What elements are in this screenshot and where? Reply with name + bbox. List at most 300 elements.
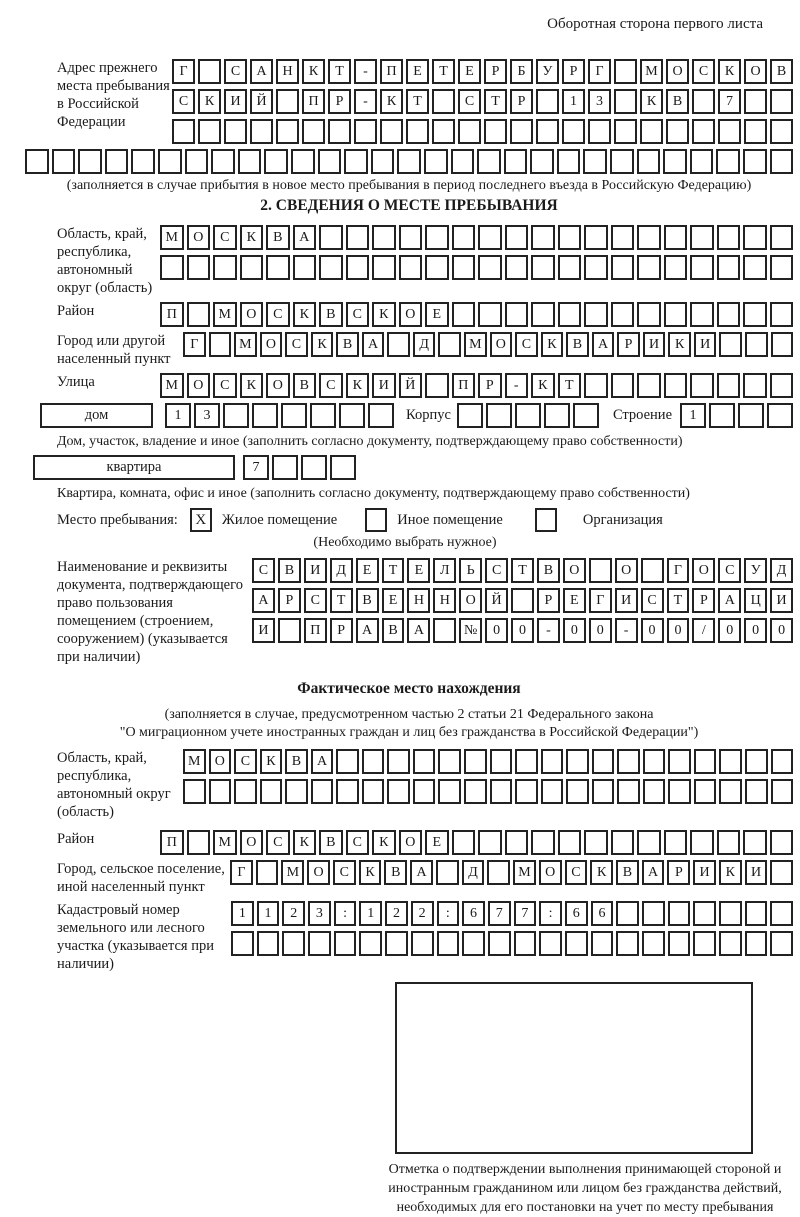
grid-cell[interactable]: А: [407, 618, 430, 643]
grid-cell[interactable]: [514, 931, 537, 956]
grid-cell[interactable]: Н: [276, 59, 299, 84]
grid-cell[interactable]: С: [333, 860, 356, 885]
grid-cell[interactable]: Р: [537, 588, 560, 613]
grid-cell[interactable]: [505, 255, 529, 280]
grid-cell[interactable]: [666, 119, 689, 144]
grid-cell[interactable]: [380, 119, 403, 144]
grid-cell[interactable]: В: [278, 558, 301, 583]
grid-cell[interactable]: [614, 119, 637, 144]
grid-cell[interactable]: :: [539, 901, 562, 926]
grid-cell[interactable]: Е: [563, 588, 586, 613]
grid-cell[interactable]: [531, 830, 555, 855]
grid-cell[interactable]: [588, 119, 611, 144]
grid-cell[interactable]: 1: [231, 901, 254, 926]
grid-cell[interactable]: В: [293, 373, 317, 398]
grid-cell[interactable]: [637, 255, 661, 280]
grid-cell[interactable]: И: [304, 558, 327, 583]
grid-cell[interactable]: [611, 302, 635, 327]
grid-cell[interactable]: Д: [413, 332, 436, 357]
grid-cell[interactable]: [385, 931, 408, 956]
grid-cell[interactable]: [250, 119, 273, 144]
grid-cell[interactable]: [717, 255, 741, 280]
grid-cell[interactable]: Г: [667, 558, 690, 583]
grid-cell[interactable]: [668, 749, 691, 774]
grid-cell[interactable]: -: [354, 59, 377, 84]
grid-cell[interactable]: А: [410, 860, 433, 885]
grid-cell[interactable]: [478, 302, 502, 327]
grid-cell[interactable]: Е: [356, 558, 379, 583]
grid-cell[interactable]: С: [285, 332, 308, 357]
grid-cell[interactable]: [770, 89, 793, 114]
grid-cell[interactable]: [745, 931, 768, 956]
grid-cell[interactable]: [362, 749, 385, 774]
grid-cell[interactable]: [372, 225, 396, 250]
grid-cell[interactable]: О: [459, 588, 482, 613]
grid-cell[interactable]: В: [666, 89, 689, 114]
grid-cell[interactable]: В: [319, 302, 343, 327]
grid-cell[interactable]: [583, 149, 607, 174]
grid-cell[interactable]: [771, 779, 794, 804]
grid-cell[interactable]: 0: [589, 618, 612, 643]
grid-cell[interactable]: В: [266, 225, 290, 250]
grid-cell[interactable]: 0: [511, 618, 534, 643]
grid-cell[interactable]: [281, 403, 307, 428]
grid-cell[interactable]: К: [640, 89, 663, 114]
grid-cell[interactable]: [743, 830, 767, 855]
grid-cell[interactable]: С: [224, 59, 247, 84]
grid-cell[interactable]: П: [304, 618, 327, 643]
grid-cell[interactable]: О: [240, 830, 264, 855]
grid-cell[interactable]: Е: [425, 830, 449, 855]
grid-cell[interactable]: Е: [425, 302, 449, 327]
grid-cell[interactable]: В: [356, 588, 379, 613]
grid-cell[interactable]: [770, 302, 794, 327]
grid-cell[interactable]: [557, 149, 581, 174]
grid-cell[interactable]: [505, 830, 529, 855]
grid-cell[interactable]: [771, 749, 794, 774]
grid-cell[interactable]: [240, 255, 264, 280]
grid-cell[interactable]: [664, 225, 688, 250]
grid-cell[interactable]: 7: [514, 901, 537, 926]
grid-cell[interactable]: 2: [411, 901, 434, 926]
grid-cell[interactable]: 0: [744, 618, 767, 643]
grid-cell[interactable]: Й: [485, 588, 508, 613]
grid-cell[interactable]: [344, 149, 368, 174]
grid-cell[interactable]: Ь: [459, 558, 482, 583]
grid-cell[interactable]: [198, 119, 221, 144]
grid-cell[interactable]: [770, 901, 793, 926]
grid-cell[interactable]: [541, 779, 564, 804]
grid-cell[interactable]: [692, 119, 715, 144]
grid-cell[interactable]: [743, 255, 767, 280]
grid-cell[interactable]: [614, 59, 637, 84]
grid-cell[interactable]: [589, 558, 612, 583]
grid-cell[interactable]: [452, 830, 476, 855]
grid-cell[interactable]: [668, 931, 691, 956]
grid-cell[interactable]: [640, 119, 663, 144]
grid-cell[interactable]: В: [566, 332, 589, 357]
grid-cell[interactable]: [745, 901, 768, 926]
organizatsiya-checkbox[interactable]: [535, 508, 557, 532]
grid-cell[interactable]: [616, 931, 639, 956]
grid-cell[interactable]: [664, 830, 688, 855]
grid-cell[interactable]: [610, 149, 634, 174]
grid-cell[interactable]: К: [668, 332, 691, 357]
grid-cell[interactable]: [614, 89, 637, 114]
grid-cell[interactable]: Т: [511, 558, 534, 583]
grid-cell[interactable]: И: [615, 588, 638, 613]
grid-cell[interactable]: Т: [667, 588, 690, 613]
grid-cell[interactable]: [664, 255, 688, 280]
grid-cell[interactable]: [301, 455, 327, 480]
grid-cell[interactable]: П: [160, 302, 184, 327]
grid-cell[interactable]: [438, 749, 461, 774]
grid-cell[interactable]: И: [693, 860, 716, 885]
grid-cell[interactable]: В: [616, 860, 639, 885]
grid-cell[interactable]: [717, 373, 741, 398]
grid-cell[interactable]: К: [240, 225, 264, 250]
grid-cell[interactable]: Д: [770, 558, 793, 583]
grid-cell[interactable]: [584, 830, 608, 855]
grid-cell[interactable]: [211, 149, 235, 174]
grid-cell[interactable]: А: [311, 749, 334, 774]
grid-cell[interactable]: [223, 403, 249, 428]
grid-cell[interactable]: [158, 149, 182, 174]
grid-cell[interactable]: [617, 749, 640, 774]
grid-cell[interactable]: П: [302, 89, 325, 114]
grid-cell[interactable]: [584, 302, 608, 327]
grid-cell[interactable]: [105, 149, 129, 174]
grid-cell[interactable]: [302, 119, 325, 144]
grid-cell[interactable]: 0: [485, 618, 508, 643]
grid-cell[interactable]: [339, 403, 365, 428]
zhiloe-checkbox[interactable]: X: [190, 508, 212, 532]
grid-cell[interactable]: [770, 149, 794, 174]
grid-cell[interactable]: Т: [328, 59, 351, 84]
grid-cell[interactable]: Т: [484, 89, 507, 114]
grid-cell[interactable]: Л: [433, 558, 456, 583]
grid-cell[interactable]: [611, 830, 635, 855]
grid-cell[interactable]: [637, 302, 661, 327]
grid-cell[interactable]: [183, 779, 206, 804]
grid-cell[interactable]: Г: [172, 59, 195, 84]
grid-cell[interactable]: В: [770, 59, 793, 84]
grid-cell[interactable]: 6: [462, 901, 485, 926]
grid-cell[interactable]: Е: [382, 588, 405, 613]
grid-cell[interactable]: [160, 255, 184, 280]
grid-cell[interactable]: О: [563, 558, 586, 583]
grid-cell[interactable]: [717, 830, 741, 855]
grid-cell[interactable]: С: [565, 860, 588, 885]
grid-cell[interactable]: Р: [278, 588, 301, 613]
grid-cell[interactable]: И: [745, 860, 768, 885]
grid-cell[interactable]: [354, 119, 377, 144]
grid-cell[interactable]: [424, 149, 448, 174]
grid-cell[interactable]: Р: [562, 59, 585, 84]
grid-cell[interactable]: [515, 779, 538, 804]
grid-cell[interactable]: [770, 255, 794, 280]
grid-cell[interactable]: Р: [692, 588, 715, 613]
grid-cell[interactable]: [411, 931, 434, 956]
grid-cell[interactable]: 3: [308, 901, 331, 926]
grid-cell[interactable]: [566, 779, 589, 804]
grid-cell[interactable]: [770, 373, 794, 398]
grid-cell[interactable]: [458, 119, 481, 144]
grid-cell[interactable]: [668, 779, 691, 804]
grid-cell[interactable]: [693, 931, 716, 956]
grid-cell[interactable]: О: [187, 373, 211, 398]
grid-cell[interactable]: С: [172, 89, 195, 114]
grid-cell[interactable]: [413, 779, 436, 804]
grid-cell[interactable]: [368, 403, 394, 428]
grid-cell[interactable]: Е: [458, 59, 481, 84]
grid-cell[interactable]: К: [293, 830, 317, 855]
grid-cell[interactable]: 1: [680, 403, 706, 428]
grid-cell[interactable]: О: [399, 302, 423, 327]
grid-cell[interactable]: [770, 860, 793, 885]
grid-cell[interactable]: [432, 119, 455, 144]
grid-cell[interactable]: [558, 255, 582, 280]
grid-cell[interactable]: [694, 779, 717, 804]
grid-cell[interactable]: [328, 119, 351, 144]
grid-cell[interactable]: [719, 779, 742, 804]
grid-cell[interactable]: [436, 860, 459, 885]
grid-cell[interactable]: Ц: [744, 588, 767, 613]
grid-cell[interactable]: Е: [407, 558, 430, 583]
grid-cell[interactable]: Й: [250, 89, 273, 114]
grid-cell[interactable]: М: [160, 225, 184, 250]
grid-cell[interactable]: [282, 931, 305, 956]
grid-cell[interactable]: Т: [382, 558, 405, 583]
grid-cell[interactable]: А: [252, 588, 275, 613]
grid-cell[interactable]: [260, 779, 283, 804]
grid-cell[interactable]: С: [515, 332, 538, 357]
grid-cell[interactable]: Р: [328, 89, 351, 114]
grid-cell[interactable]: О: [692, 558, 715, 583]
grid-cell[interactable]: К: [311, 332, 334, 357]
grid-cell[interactable]: [334, 931, 357, 956]
inoe-checkbox[interactable]: [365, 508, 387, 532]
grid-cell[interactable]: О: [615, 558, 638, 583]
grid-cell[interactable]: [433, 618, 456, 643]
grid-cell[interactable]: С: [485, 558, 508, 583]
grid-cell[interactable]: [488, 931, 511, 956]
grid-cell[interactable]: И: [770, 588, 793, 613]
grid-cell[interactable]: [399, 225, 423, 250]
grid-cell[interactable]: 0: [718, 618, 741, 643]
grid-cell[interactable]: К: [531, 373, 555, 398]
grid-cell[interactable]: [399, 255, 423, 280]
grid-cell[interactable]: [770, 931, 793, 956]
grid-cell[interactable]: К: [372, 830, 396, 855]
grid-cell[interactable]: И: [224, 89, 247, 114]
grid-cell[interactable]: В: [384, 860, 407, 885]
grid-cell[interactable]: 2: [385, 901, 408, 926]
dom-box[interactable]: дом: [40, 403, 153, 428]
grid-cell[interactable]: [397, 149, 421, 174]
grid-cell[interactable]: С: [458, 89, 481, 114]
grid-cell[interactable]: [584, 225, 608, 250]
grid-cell[interactable]: [616, 901, 639, 926]
grid-cell[interactable]: -: [505, 373, 529, 398]
grid-cell[interactable]: К: [719, 860, 742, 885]
grid-cell[interactable]: [690, 830, 714, 855]
grid-cell[interactable]: К: [302, 59, 325, 84]
grid-cell[interactable]: [478, 830, 502, 855]
grid-cell[interactable]: В: [336, 332, 359, 357]
grid-cell[interactable]: [187, 255, 211, 280]
grid-cell[interactable]: [238, 149, 262, 174]
grid-cell[interactable]: 0: [667, 618, 690, 643]
grid-cell[interactable]: [52, 149, 76, 174]
grid-cell[interactable]: [717, 302, 741, 327]
grid-cell[interactable]: :: [437, 901, 460, 926]
grid-cell[interactable]: 3: [588, 89, 611, 114]
grid-cell[interactable]: [719, 749, 742, 774]
grid-cell[interactable]: [256, 860, 279, 885]
grid-cell[interactable]: [611, 373, 635, 398]
grid-cell[interactable]: [693, 901, 716, 926]
grid-cell[interactable]: Г: [183, 332, 206, 357]
grid-cell[interactable]: [187, 302, 211, 327]
grid-cell[interactable]: [131, 149, 155, 174]
grid-cell[interactable]: С: [234, 749, 257, 774]
grid-cell[interactable]: [336, 749, 359, 774]
grid-cell[interactable]: М: [213, 830, 237, 855]
grid-cell[interactable]: [718, 119, 741, 144]
grid-cell[interactable]: [592, 749, 615, 774]
grid-cell[interactable]: [487, 860, 510, 885]
grid-cell[interactable]: Т: [558, 373, 582, 398]
grid-cell[interactable]: Р: [484, 59, 507, 84]
grid-cell[interactable]: К: [240, 373, 264, 398]
grid-cell[interactable]: [719, 332, 742, 357]
grid-cell[interactable]: [511, 588, 534, 613]
grid-cell[interactable]: [558, 302, 582, 327]
grid-cell[interactable]: О: [307, 860, 330, 885]
grid-cell[interactable]: [318, 149, 342, 174]
grid-cell[interactable]: [770, 830, 794, 855]
grid-cell[interactable]: [425, 225, 449, 250]
grid-cell[interactable]: В: [382, 618, 405, 643]
grid-cell[interactable]: [319, 255, 343, 280]
grid-cell[interactable]: М: [513, 860, 536, 885]
grid-cell[interactable]: 7: [488, 901, 511, 926]
grid-cell[interactable]: -: [615, 618, 638, 643]
grid-cell[interactable]: [278, 618, 301, 643]
grid-cell[interactable]: Р: [330, 618, 353, 643]
grid-cell[interactable]: 1: [165, 403, 191, 428]
grid-cell[interactable]: [530, 149, 554, 174]
grid-cell[interactable]: [452, 302, 476, 327]
grid-cell[interactable]: С: [346, 302, 370, 327]
grid-cell[interactable]: Б: [510, 59, 533, 84]
grid-cell[interactable]: П: [452, 373, 476, 398]
grid-cell[interactable]: [770, 119, 793, 144]
grid-cell[interactable]: К: [590, 860, 613, 885]
grid-cell[interactable]: [490, 749, 513, 774]
grid-cell[interactable]: [770, 225, 794, 250]
grid-cell[interactable]: С: [252, 558, 275, 583]
grid-cell[interactable]: С: [266, 830, 290, 855]
grid-cell[interactable]: [743, 225, 767, 250]
grid-cell[interactable]: 1: [257, 901, 280, 926]
grid-cell[interactable]: О: [240, 302, 264, 327]
grid-cell[interactable]: 7: [243, 455, 269, 480]
grid-cell[interactable]: [558, 225, 582, 250]
grid-cell[interactable]: [738, 403, 764, 428]
grid-cell[interactable]: [515, 403, 541, 428]
grid-cell[interactable]: [490, 779, 513, 804]
grid-cell[interactable]: С: [641, 588, 664, 613]
grid-cell[interactable]: М: [464, 332, 487, 357]
grid-cell[interactable]: [336, 779, 359, 804]
grid-cell[interactable]: [359, 931, 382, 956]
grid-cell[interactable]: [387, 332, 410, 357]
grid-cell[interactable]: [566, 749, 589, 774]
grid-cell[interactable]: [451, 149, 475, 174]
grid-cell[interactable]: [541, 749, 564, 774]
grid-cell[interactable]: [717, 225, 741, 250]
grid-cell[interactable]: [690, 225, 714, 250]
grid-cell[interactable]: [264, 149, 288, 174]
grid-cell[interactable]: [311, 779, 334, 804]
grid-cell[interactable]: [438, 779, 461, 804]
grid-cell[interactable]: [690, 302, 714, 327]
grid-cell[interactable]: О: [539, 860, 562, 885]
grid-cell[interactable]: К: [260, 749, 283, 774]
grid-cell[interactable]: [745, 779, 768, 804]
grid-cell[interactable]: [234, 779, 257, 804]
grid-cell[interactable]: [664, 373, 688, 398]
grid-cell[interactable]: Е: [406, 59, 429, 84]
grid-cell[interactable]: [637, 225, 661, 250]
grid-cell[interactable]: [536, 119, 559, 144]
grid-cell[interactable]: С: [213, 373, 237, 398]
grid-cell[interactable]: Г: [588, 59, 611, 84]
grid-cell[interactable]: [743, 302, 767, 327]
grid-cell[interactable]: [371, 149, 395, 174]
grid-cell[interactable]: Р: [478, 373, 502, 398]
grid-cell[interactable]: И: [643, 332, 666, 357]
grid-cell[interactable]: [584, 373, 608, 398]
grid-cell[interactable]: [692, 89, 715, 114]
grid-cell[interactable]: [531, 255, 555, 280]
grid-cell[interactable]: К: [372, 302, 396, 327]
grid-cell[interactable]: [362, 779, 385, 804]
grid-cell[interactable]: С: [346, 830, 370, 855]
grid-cell[interactable]: [664, 302, 688, 327]
grid-cell[interactable]: -: [354, 89, 377, 114]
grid-cell[interactable]: [611, 255, 635, 280]
grid-cell[interactable]: В: [285, 749, 308, 774]
grid-cell[interactable]: С: [718, 558, 741, 583]
grid-cell[interactable]: О: [744, 59, 767, 84]
grid-cell[interactable]: Н: [407, 588, 430, 613]
grid-cell[interactable]: 1: [359, 901, 382, 926]
grid-cell[interactable]: Т: [330, 588, 353, 613]
grid-cell[interactable]: [484, 119, 507, 144]
grid-cell[interactable]: [425, 255, 449, 280]
grid-cell[interactable]: [293, 255, 317, 280]
grid-cell[interactable]: [771, 332, 794, 357]
grid-cell[interactable]: [510, 119, 533, 144]
grid-cell[interactable]: [319, 225, 343, 250]
grid-cell[interactable]: [719, 901, 742, 926]
grid-cell[interactable]: Р: [617, 332, 640, 357]
grid-cell[interactable]: [272, 455, 298, 480]
grid-cell[interactable]: [744, 89, 767, 114]
